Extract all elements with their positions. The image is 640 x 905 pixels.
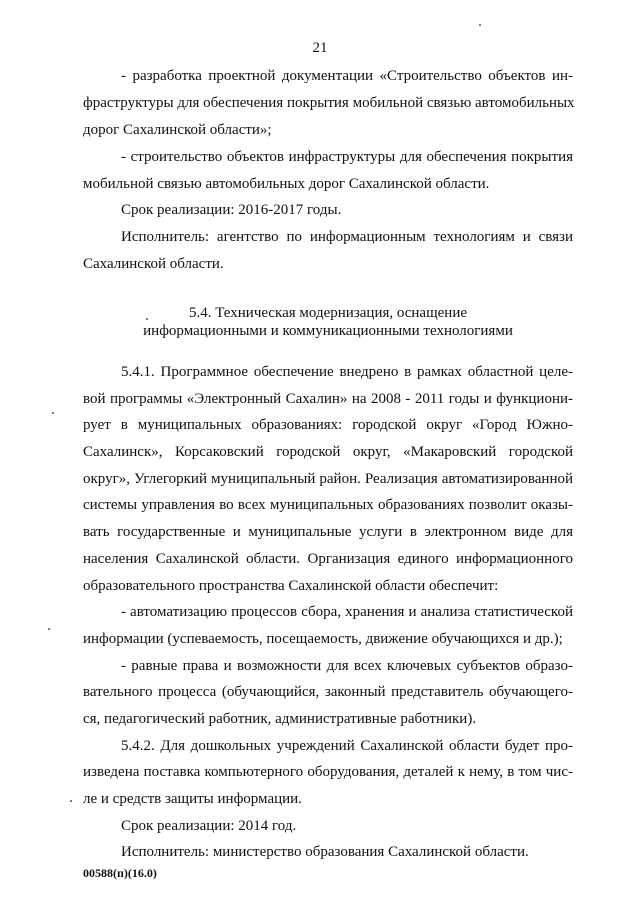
text-line: вательного процесса (обучающийся, законный представитель обучающего- — [83, 684, 573, 700]
scan-speck — [52, 412, 54, 414]
text-line: Сахалинск», Корсаковский городской округ, «Макаровский городской — [83, 444, 573, 460]
text-line: Исполнитель: агентство по информационным технологиям и связи — [121, 229, 573, 245]
text-line: фраструктуры для обеспечения покрытия мобильной связью автомобильных — [83, 95, 575, 111]
page-number: 21 — [312, 40, 328, 56]
text-line: 5.4.2. Для дошкольных учреждений Сахалинской области будет про- — [121, 738, 573, 754]
text-line: изведена поставка компьютерного оборудования, деталей к нему, в том чис- — [83, 764, 573, 780]
scan-speck — [146, 318, 148, 320]
scan-speck — [48, 628, 50, 630]
text-line: рует в муниципальных образованиях: городской округ «Город Южно- — [83, 417, 573, 433]
text-line: вать государственные и муниципальные услуги в электронном виде для — [83, 524, 573, 540]
text-line: - автоматизацию процессов сбора, хранения и анализа статистической — [121, 604, 573, 620]
text-line: Срок реализации: 2016-2017 годы. — [121, 202, 342, 218]
document-code: 00588(п)(16.0) — [83, 866, 157, 880]
text-line: мобильной связью автомобильных дорог Сахалинской области. — [83, 176, 490, 192]
text-line: образовательного пространства Сахалинской области обеспечит: — [83, 578, 499, 594]
text-line: Срок реализации: 2014 год. — [121, 818, 297, 834]
text-line: ле и средств защиты информации. — [83, 791, 302, 807]
text-line: системы управления во всех муниципальных образованиях позволит оказы- — [83, 497, 573, 513]
section-heading: 5.4. Техническая модернизация, оснащение — [188, 305, 468, 321]
scan-speck — [70, 800, 72, 802]
section-heading: информационными и коммуникационными технологиями — [143, 323, 513, 339]
scan-speck — [479, 24, 481, 26]
text-line: Сахалинской области. — [83, 256, 224, 272]
text-line: населения Сахалинской области. Организация единого информационного — [83, 551, 573, 567]
text-line: информации (успеваемость, посещаемость, движение обучающихся и др.); — [83, 631, 563, 647]
text-line: - разработка проектной документации «Строительство объектов ин- — [121, 68, 573, 84]
text-line: округ», Углегоркий муниципальный район. Реализация автоматизированной — [83, 471, 573, 487]
text-line: ся, педагогический работник, административные работники). — [83, 711, 477, 727]
text-line: - равные права и возможности для всех ключевых субъектов образо- — [121, 658, 573, 674]
text-line: вой программы «Электронный Сахалин» на 2008 - 2011 годы и функциони- — [83, 391, 573, 407]
text-line: - строительство объектов инфраструктуры для обеспечения покрытия — [121, 149, 573, 165]
text-line: 5.4.1. Программное обеспечение внедрено в рамках областной целе- — [121, 364, 573, 380]
text-line: Исполнитель: министерство образования Сахалинской области. — [121, 844, 529, 860]
text-line: дорог Сахалинской области»; — [83, 122, 272, 138]
